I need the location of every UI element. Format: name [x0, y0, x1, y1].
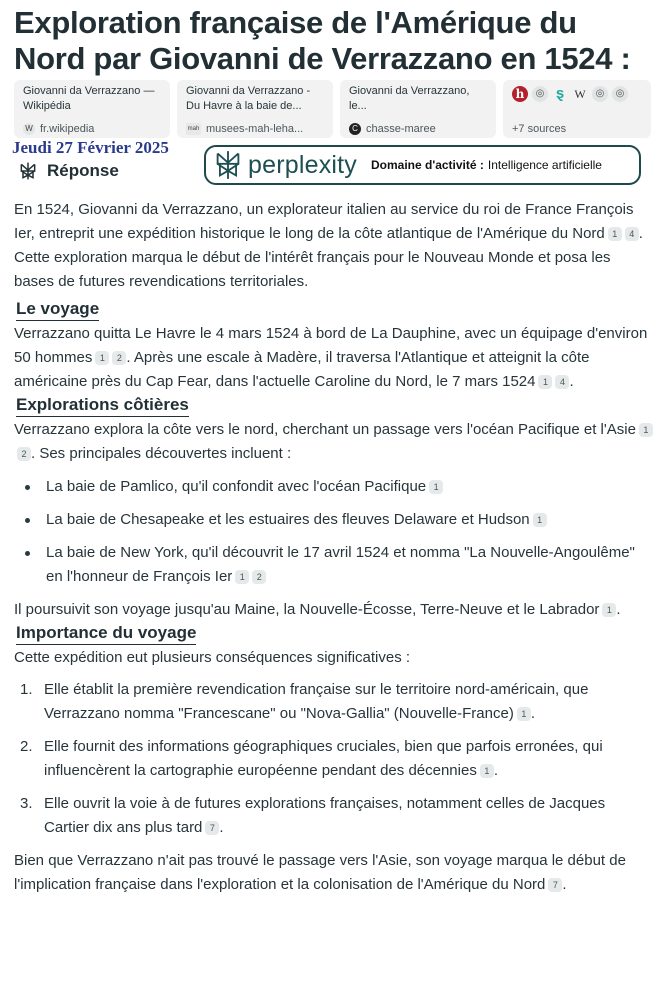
globe-icon: ◎	[612, 86, 628, 102]
citation-badge[interactable]: 4	[555, 375, 569, 389]
source-card[interactable]	[340, 80, 496, 138]
more-sources-label: +7 sources	[512, 123, 567, 135]
list-item: 2. Elle fournit des informations géographiques cruciales, bien que parfois erronées, qui influencèrent la cartographie européenne pendant des décennies 1 .	[20, 738, 603, 779]
citation-badge[interactable]: 1	[602, 603, 616, 617]
source-title: Giovanni da Verrazzano, le...	[349, 85, 470, 112]
musee-favicon-icon: mah	[186, 123, 201, 135]
intro-paragraph: En 1524, Giovanni da Verrazzano, un explorateur italien au service du roi de France François Ier, entreprit une expédition historique le long de la côte atlantique de l'Amérique du Nord 1 4 . Cette exploration marqua le début de l'intérêt français pour le Nouveau Monde et posa les bases de futures revendications territoriales.	[14, 201, 643, 290]
perplexity-badge	[204, 145, 641, 185]
list-item: La baie de Chesapeake et les estuaires des fleuves Delaware et Hudson 1	[14, 508, 654, 532]
section-heading-voyage: Le voyage	[16, 298, 99, 321]
h-favicon-icon: h	[512, 86, 528, 102]
response-label: Réponse	[47, 161, 119, 180]
list-item: 1. Elle établit la première revendication française sur le territoire nord-américain, que Verrazzano nomma "Francescane" ou "Nova-Gallia" (Nouvelle-France) 1 .	[20, 681, 589, 722]
page-title: Exploration française de l'Amérique du Nord par Giovanni de Verrazzano en 1524 :	[14, 5, 631, 76]
citation-badge[interactable]: 7	[548, 878, 562, 892]
sources-row	[14, 80, 651, 138]
citation-badge[interactable]: 1	[95, 351, 109, 365]
citation-badge[interactable]: 1	[533, 513, 547, 527]
importance-intro: Cette expédition eut plusieurs conséquences significatives :	[14, 649, 411, 666]
section-heading-explorations: Explorations côtières	[16, 394, 189, 417]
citation-badge[interactable]: 4	[625, 227, 639, 241]
citation-badge[interactable]: 1	[517, 707, 531, 721]
list-item: 3. Elle ouvrit la voie à de futures explorations françaises, notamment celles de Jacques Cartier dix ans plus tard 7 .	[20, 795, 606, 836]
citation-badge[interactable]: 1	[538, 375, 552, 389]
voyage-paragraph: Verrazzano quitta Le Havre le 4 mars 1524 à bord de La Dauphine, avec un équipage d'environ 50 hommes 1 2 . Après une escale à Madère, il traversa l'Atlantique et atteignit la côte américaine près du Cap Fear, dans l'actuelle Caroline du Nord, le 7 mars 1524 1 4 .	[14, 325, 648, 390]
list-item: La baie de New York, qu'il découvrit le 17 avril 1524 et nomma "La Nouvelle-Angoulême" en l'honneur de François Ier 1 2	[14, 541, 654, 589]
s-favicon-icon: ȿ	[555, 85, 565, 102]
consequences-list	[14, 678, 654, 840]
perplexity-logo-icon	[214, 150, 242, 180]
source-site: musees-mah-leha...	[206, 123, 304, 135]
more-sources-card[interactable]	[503, 80, 651, 138]
discoveries-list	[14, 475, 654, 589]
source-site: chasse-maree	[366, 123, 436, 135]
source-card[interactable]	[14, 80, 170, 138]
perplexity-wordmark: perplexity	[248, 150, 357, 179]
source-title: Giovanni da Verrazzano — Wikipédia	[23, 85, 155, 112]
globe-icon: ◎	[592, 86, 608, 102]
date-label: Jeudi 27 Février 2025	[12, 138, 169, 157]
explorations-end-paragraph: Il poursuivit son voyage jusqu'au Maine, la Nouvelle-Écosse, Terre-Neuve et le Labrador 1 .	[14, 601, 621, 618]
citation-badge[interactable]: 1	[235, 570, 249, 584]
chasse-maree-favicon-icon: C	[349, 123, 361, 135]
citation-badge[interactable]: 1	[429, 480, 443, 494]
wikipedia-favicon-icon: W	[23, 123, 35, 135]
globe-icon: ◎	[532, 86, 548, 102]
source-title: Giovanni da Verrazzano - Du Havre à la baie de...	[186, 85, 311, 112]
perplexity-logo-icon	[18, 161, 38, 181]
explorations-paragraph: Verrazzano explora la côte vers le nord, cherchant un passage vers l'océan Pacifique et l'Asie 12 . Ses principales découvertes incluent :	[14, 418, 654, 466]
citation-badge[interactable]: 2	[17, 447, 31, 461]
citation-badge[interactable]: 1	[608, 227, 622, 241]
citation-badge[interactable]: 2	[252, 570, 266, 584]
wikipedia-icon: W	[574, 87, 586, 101]
answer-body	[14, 198, 654, 897]
citation-badge[interactable]: 1	[639, 423, 653, 437]
source-site: fr.wikipedia	[40, 123, 95, 135]
citation-badge[interactable]: 1	[480, 764, 494, 778]
source-card[interactable]	[177, 80, 333, 138]
badge-value: Intelligence artificielle	[487, 158, 602, 172]
response-header	[18, 161, 119, 181]
badge-label: Domaine d'activité :	[371, 158, 484, 172]
citation-badge[interactable]: 2	[112, 351, 126, 365]
citation-badge[interactable]: 7	[205, 821, 219, 835]
list-item: La baie de Pamlico, qu'il confondit avec l'océan Pacifique 1	[14, 475, 654, 499]
section-heading-importance: Importance du voyage	[16, 622, 196, 645]
conclusion-paragraph: Bien que Verrazzano n'ait pas trouvé le passage vers l'Asie, son voyage marqua le début de l'implication française dans l'exploration et la colonisation de l'Amérique du Nord 7 .	[14, 852, 626, 893]
